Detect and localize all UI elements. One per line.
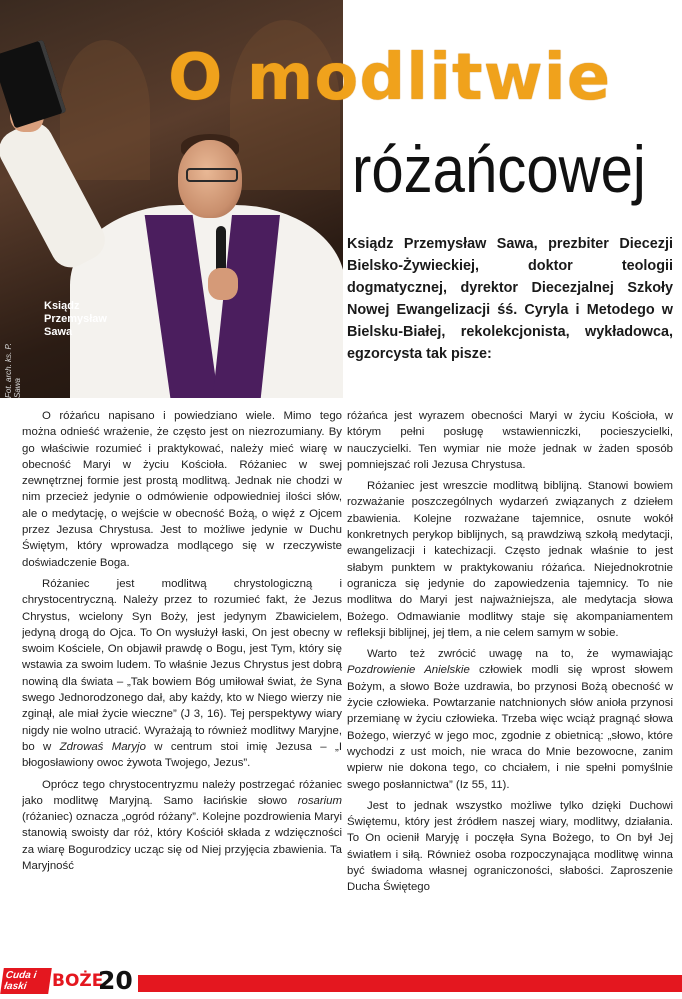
paragraph: Różaniec jest modlitwą chrystologiczną i chrystocentryczną. Należy przez to rozumieć fakt, że Jezus Chrystus, wcielony Syn Boży, jest jedynym Zbawicielem, jedyną drogą do Ojca. To On wysłużył łaski, On jest obecny w swoim Kościele, On objawił prawdę o Bogu, jest Tym, który się wstawia za swoim ludem. To właśnie Jezus Chrystus jest dobrą nowiną dla świata – „Tak bowiem Bóg umiłował świat, że Syna swego Jednorodzonego dał, aby każdy, kto w Niego wierzy nie zginął, ale miał życie wieczne” (J 3, 16). Tej perspektywy wiary nigdy nie wolno utracić. Wyrażają to również modlitwy Maryjne, bo w Zdrowaś Maryjo w centrum stoi imię Jezusa – „I błogosławiony owoc żywota Twojego, Jezus”. [22,577,342,770]
magazine-logo-word: BOŻE [52,971,104,991]
photo-credit: Fot. arch. ks. P. Sawa [4,343,22,398]
book-icon [0,40,66,129]
body-column-right [347,408,673,956]
page-number: 20 [98,966,133,995]
footer-red-bar [138,975,682,992]
paragraph: Różaniec jest wreszcie modlitwą biblijną. Stanowi bowiem rozważanie poszczególnych wydarzeń związanych z dziełem zbawienia. Kolejne rozważane tajemnice, osnute wokół konkretnych perykop biblijnych, są prawdziwą szkołą medytacji, ewangelizacji i katechizacji. Często jednak właśnie to jest słabym punktem w praktykowaniu różańca. Niejednokrotnie ogranicza się jedynie do zapowiedzenia tajemnicy. To nie modlitwa do Maryi jest najważniejsza, ale medytacja słowa Bożego. Odmawianie modlitwy staje się akompaniamentem refleksji biblijnej, jej tłem, a nie celem samym w sobie. [347,480,673,639]
article-title-line-2: różańcowej [352,132,646,206]
paragraph: Oprócz tego chrystocentryzmu należy postrzegać różaniec jako modlitwę Maryjną. Samo łacińskie słowo rosarium (różaniec) oznacza „ogród różany”. Kolejne pozdrowienia Maryi stanowią swoisty dar róż, który Kościół składa z wdzięczności za wiarę Bogurodzicy ucząc się od Niej przyjęcia zbawienia. Ta Maryjność [22,778,342,873]
paragraph: Jest to jednak wszystko możliwe tylko dzięki Duchowi Świętemu, który jest źródłem naszej wiary, modlitwy, działania. To On ocienił Maryję i poczęła Syna Bożego, to On był Jej światłem i siłą. Również osoba rozpoczynająca modlitwę winna być świadoma własnej ograniczoności, słabości. Zaproszenie Ducha Świętego [347,799,673,894]
paragraph: Warto też zwrócić uwagę na to, że wymawiając Pozdrowienie Anielskie człowiek modli się wprost słowem Bożym, a słowo Boże uzdrawia, bo przynosi Bożą obecność w życie człowieka. Powtarzanie natchnionych słów anioła przynosi przemianę w życiu człowieka. Trzeba więc wciąż pragnąć słowa Bożego, wierzyć w jego moc, zgodnie z obietnicą: „słowo, które wychodzi z ust moich, nie wraca do Mnie bezowocne, zanim wpierw nie dokona tego, co chciałem, i nie spełni pomyślnie swego posłannictwa” (Iz 55, 11). [347,648,673,791]
photo-caption: Ksiądz Przemysław Sawa [44,300,107,338]
article-lead: Ksiądz Przemysław Sawa, prezbiter Diecezji Bielsko-Żywieckiej, doktor teologii dogmatycznej, dyrektor Diecezjalnej Szkoły Nowej Ewangelizacji śś. Cyryla i Metodego w Bielsku-Białej, rekolekcjonista, wykładowca, egzorcysta tak pisze: [347,236,673,362]
paragraph: różańca jest wyrazem obecności Maryi w życiu Kościoła, w którym pełni posługę wstawienniczki, pocieszycielki, nauczycielki. Ten wymiar nie może jednak w żaden sposób pomniejszać roli Jezusa Chrystusa. [347,410,673,471]
magazine-logo: Cuda i łaski [0,968,52,994]
body-column-left [22,408,342,956]
article-title-line-1: O modlitwie [168,41,612,115]
paragraph: O różańcu napisano i powiedziano wiele. Mimo tego można odnieść wrażenie, że często jest on niezrozumiany. By go właściwie rozumieć i praktykować, należy mieć wiarę w obecność Maryi w życiu Kościoła. Różaniec w swej zewnętrznej formie jest prostą modlitwą. Jednak nie chodzi w nim przecież jedynie o odmówienie odpowiedniej ilości słów, ale o medytację, o wejście w obecność Bożą, o więź z Ojcem przez Jezusa Chrystusa. Jest to możliwe jedynie w Duchu Świętym, który wprowadza modlącego się w rzeczywiste doświadczenie Boga. [22,410,342,569]
